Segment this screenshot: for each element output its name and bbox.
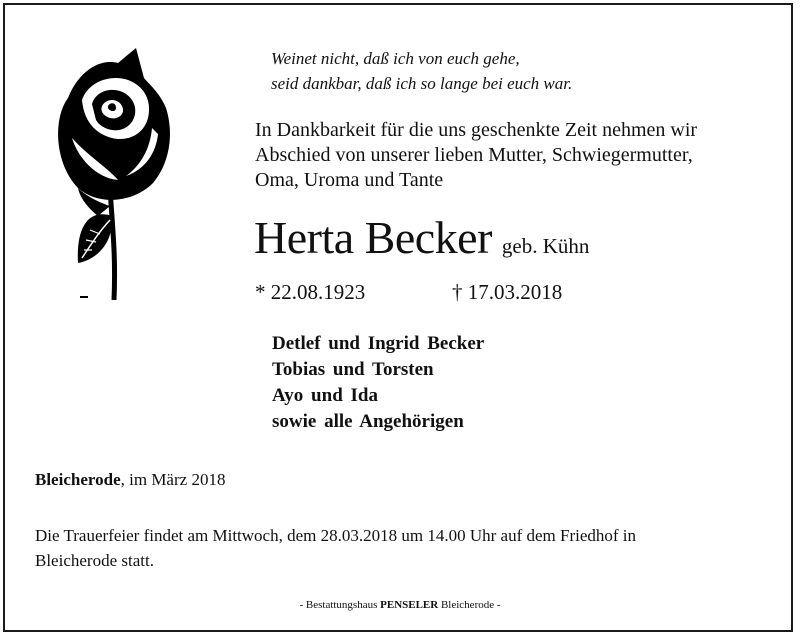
place-name: Bleicherode xyxy=(35,470,121,489)
deceased-name-block xyxy=(254,212,589,272)
intro-line-3: Oma, Uroma und Tante xyxy=(255,169,444,191)
intro-line-2: Abschied von unserer lieben Mutter, Schwiegermutter, xyxy=(255,144,693,166)
death-date: † 17.03.2018 xyxy=(452,280,563,304)
footer-prefix: - Bestattungshaus xyxy=(299,599,378,611)
place-date xyxy=(35,470,225,490)
quote xyxy=(271,46,572,96)
intro-text xyxy=(255,118,697,193)
funeral-home-footer xyxy=(0,599,800,611)
footer-company: PENSELER xyxy=(380,599,439,611)
ceremony-notice xyxy=(35,523,755,573)
mourner-line: sowie alle Angehörigen xyxy=(272,411,464,432)
quote-line-2: seid dankbar, daß ich so lange bei euch war. xyxy=(271,74,573,93)
rose-icon xyxy=(48,38,176,300)
mourner-line: Tobias und Torsten xyxy=(272,359,434,380)
mourner-line: Detlef und Ingrid Becker xyxy=(272,333,485,354)
deceased-name: Herta Becker xyxy=(254,212,492,263)
birth-date: * 22.08.1923 xyxy=(255,280,366,304)
ceremony-line-1: Die Trauerfeier findet am Mittwoch, dem 28.03.2018 um 14.00 Uhr auf dem Friedhof in xyxy=(35,526,637,545)
intro-line-1: In Dankbarkeit für die uns geschenkte Zeit nehmen wir xyxy=(255,119,698,141)
quote-line-1: Weinet nicht, daß ich von euch gehe, xyxy=(271,49,520,68)
date-text: , im März 2018 xyxy=(120,470,226,489)
ceremony-line-2: Bleicherode statt. xyxy=(35,551,154,570)
mourner-line: Ayo und Ida xyxy=(272,385,378,406)
mourners-list xyxy=(272,331,484,435)
footer-suffix: Bleicherode - xyxy=(440,599,501,611)
maiden-name: geb. Kühn xyxy=(501,234,590,258)
